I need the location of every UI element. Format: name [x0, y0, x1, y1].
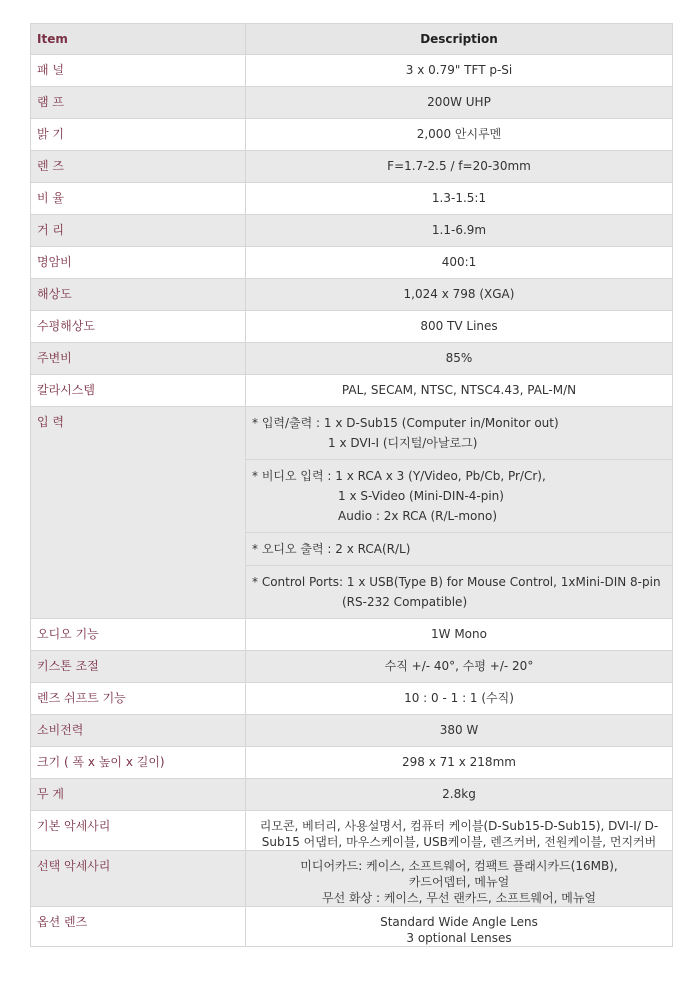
table-row: [31, 811, 673, 851]
table-row: [31, 779, 673, 811]
input-line: * 비디오 입력 : 1 x RCA x 3 (Y/Video, Pb/Cb, Pr/Cr),: [252, 469, 546, 483]
row-value: [246, 779, 673, 811]
row-label: 기본 악세사리: [31, 811, 246, 851]
row-label: 옵션 렌즈: [31, 907, 246, 947]
row-label: 선택 악세사리: [31, 851, 246, 907]
table-row: [31, 151, 673, 183]
input-line: Audio : 2x RCA (R/L-mono): [338, 509, 497, 523]
row-value: [246, 87, 673, 119]
table-row: [31, 183, 673, 215]
value-line: 미디어카드: 케이스, 소프트웨어, 컴팩트 플래시카드(16MB),: [300, 859, 618, 873]
row-label: 비 율: [31, 183, 246, 215]
row-value: [246, 183, 673, 215]
table-row: [31, 343, 673, 375]
value-line: 380 W: [439, 723, 479, 737]
row-label: 키스톤 조절: [31, 651, 246, 683]
row-label: 칼라시스템: [31, 375, 246, 407]
value-line: 1.1-6.9m: [431, 223, 487, 237]
value-line: 무선 화상 : 케이스, 무선 랜카드, 소프트웨어, 메뉴얼: [321, 891, 597, 905]
row-value: [246, 651, 673, 683]
input-line: 1 x S-Video (Mini-DIN-4-pin): [338, 489, 504, 503]
value-line: 3 x 0.79" TFT p-Si: [405, 63, 513, 77]
input-block: [246, 460, 672, 533]
row-value: [246, 151, 673, 183]
row-label: 무 게: [31, 779, 246, 811]
header-item: Item: [31, 24, 246, 55]
row-value: [246, 311, 673, 343]
value-line: 카드어뎁터, 메뉴얼: [408, 875, 510, 889]
row-value: [246, 119, 673, 151]
row-value: [246, 715, 673, 747]
row-value: [246, 55, 673, 87]
row-label: 입 력: [31, 407, 246, 619]
row-label: 소비전력: [31, 715, 246, 747]
row-label: 램 프: [31, 87, 246, 119]
input-block: [246, 407, 672, 460]
input-line: * 오디오 출력 : 2 x RCA(R/L): [252, 542, 411, 556]
row-label: 패 널: [31, 55, 246, 87]
table-row-input: [31, 407, 673, 619]
value-line: 수직 +/- 40°, 수평 +/- 20°: [384, 659, 534, 673]
row-label: 거 리: [31, 215, 246, 247]
row-label: 오디오 기능: [31, 619, 246, 651]
table-row: [31, 375, 673, 407]
row-value: [246, 619, 673, 651]
row-value: [246, 747, 673, 779]
value-line: 1.3-1.5:1: [431, 191, 487, 205]
value-line: 298 x 71 x 218mm: [402, 755, 516, 769]
table-row: [31, 247, 673, 279]
table-row: [31, 851, 673, 907]
row-label: 렌즈 쉬프트 기능: [31, 683, 246, 715]
value-line: 리모콘, 베터리, 사용설명서, 컴퓨터 케이블(D-Sub15-D-Sub15), DVI-I/ D-: [259, 819, 659, 833]
value-line: 400:1: [441, 255, 477, 269]
row-label: 렌 즈: [31, 151, 246, 183]
row-value: [246, 851, 673, 907]
row-label: 해상도: [31, 279, 246, 311]
value-line: 200W UHP: [427, 95, 491, 109]
header-description: Description: [246, 24, 673, 55]
row-value: [246, 215, 673, 247]
value-line: 800 TV Lines: [420, 319, 498, 333]
value-line: 85%: [445, 351, 473, 365]
row-label: 주변비: [31, 343, 246, 375]
table-row: [31, 907, 673, 947]
row-value: [246, 683, 673, 715]
row-value: [246, 343, 673, 375]
input-line: (RS-232 Compatible): [342, 595, 468, 609]
row-label: 수평해상도: [31, 311, 246, 343]
value-line: 1,024 x 798 (XGA): [403, 287, 515, 301]
value-line: Standard Wide Angle Lens: [380, 915, 538, 929]
row-label: 크기 ( 폭 x 높이 x 길이): [31, 747, 246, 779]
header-row: [31, 24, 673, 55]
row-value: [246, 907, 673, 947]
input-line: 1 x DVI-I (디지털/아날로그): [328, 436, 478, 450]
row-value: [246, 375, 673, 407]
value-line: 10 : 0 - 1 : 1 (수직): [404, 691, 514, 705]
table-row: [31, 87, 673, 119]
value-line: F=1.7-2.5 / f=20-30mm: [387, 159, 531, 173]
value-line: 3 optional Lenses: [406, 931, 512, 945]
row-value: [246, 247, 673, 279]
input-line: * Control Ports: 1 x USB(Type B) for Mouse Control, 1xMini-DIN 8-pin: [252, 575, 661, 589]
input-details: [246, 407, 673, 619]
input-subtable: [246, 407, 672, 618]
table-row: [31, 119, 673, 151]
table-row: [31, 683, 673, 715]
spec-table: [30, 23, 673, 947]
table-row: [31, 747, 673, 779]
table-row: [31, 651, 673, 683]
value-line: 2.8kg: [442, 787, 476, 801]
table-row: [31, 55, 673, 87]
table-row: [31, 619, 673, 651]
value-line: Sub15 어댑터, 마우스케이블, USB케이블, 렌즈커버, 전원케이블, 먼지커버: [261, 835, 657, 849]
row-label: 명암비: [31, 247, 246, 279]
row-label: 밝 기: [31, 119, 246, 151]
value-line: 1W Mono: [431, 627, 487, 641]
table-row: [31, 715, 673, 747]
input-block: [246, 533, 672, 566]
input-block: [246, 566, 672, 619]
row-value: [246, 279, 673, 311]
value-line: 2,000 안시루멘: [416, 127, 502, 141]
table-row: [31, 311, 673, 343]
input-line: * 입력/출력 : 1 x D-Sub15 (Computer in/Monitor out): [252, 416, 559, 430]
row-value: [246, 811, 673, 851]
table-row: [31, 279, 673, 311]
table-row: [31, 215, 673, 247]
value-line: PAL, SECAM, NTSC, NTSC4.43, PAL-M/N: [341, 383, 577, 397]
